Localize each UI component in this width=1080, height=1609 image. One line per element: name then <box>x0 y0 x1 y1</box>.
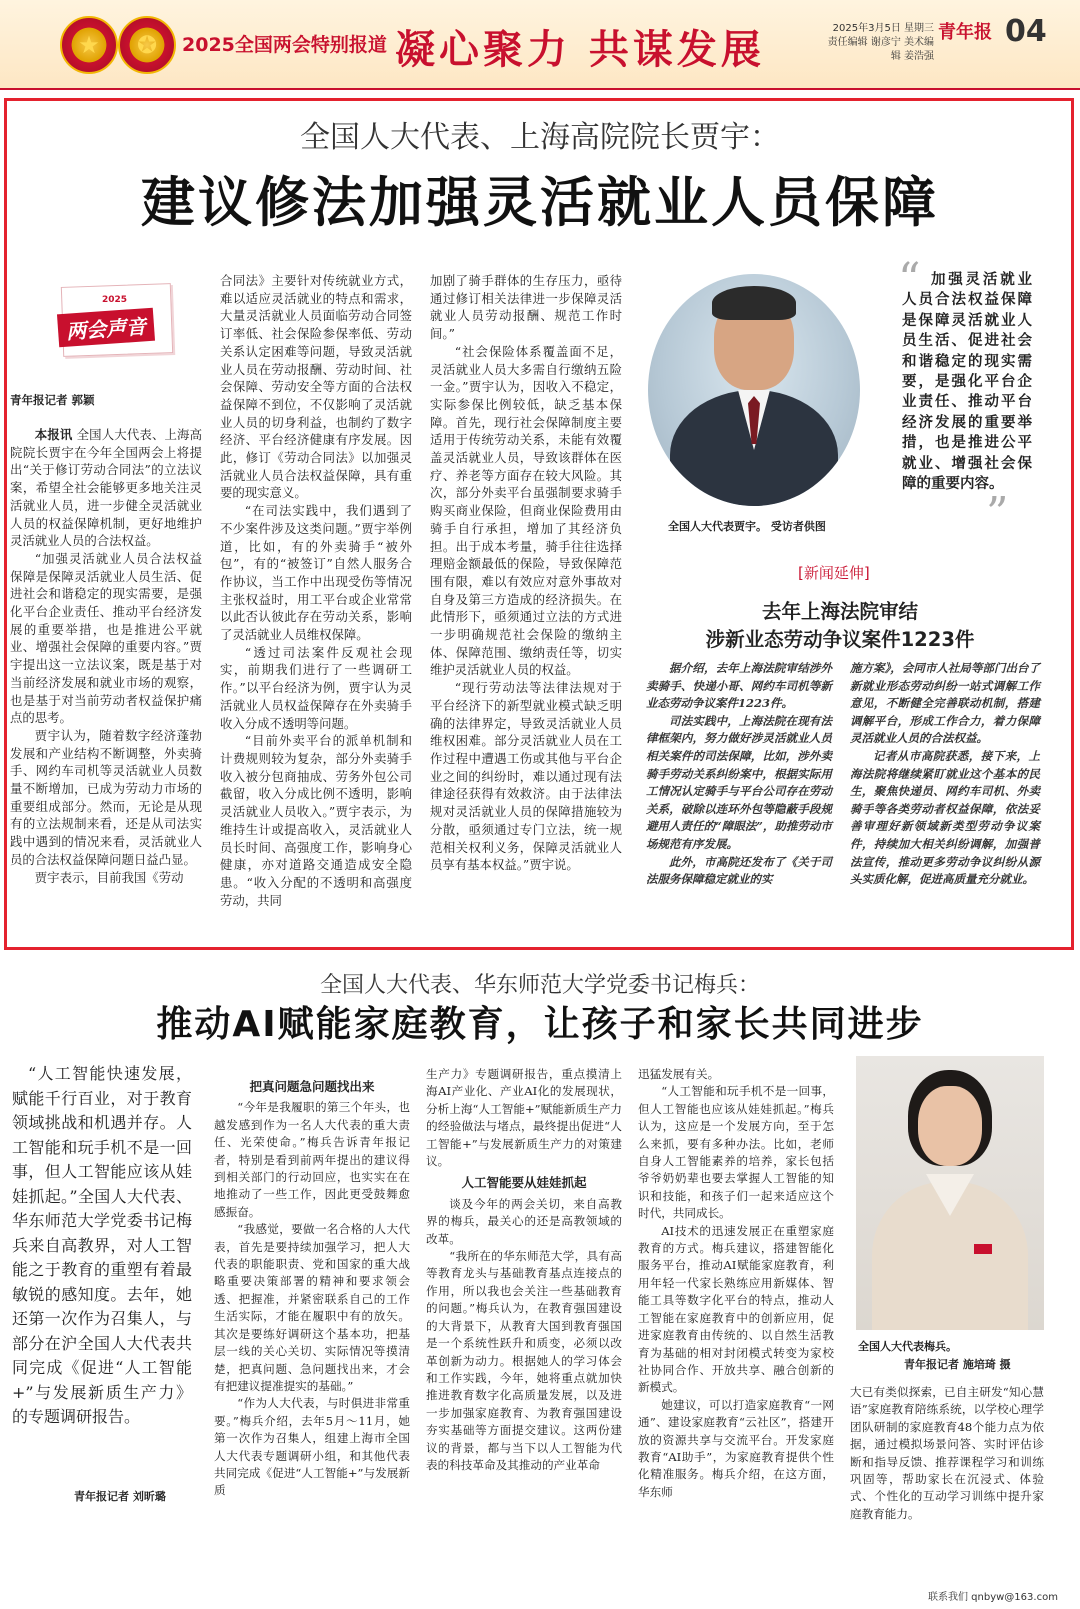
article-2-column-4 <box>850 1384 1044 1523</box>
news-extension-title-line-2: 涉新业态劳动争议案件1223件 <box>705 628 975 651</box>
article-2-intro <box>12 1062 192 1430</box>
paragraph: “我所在的华东师范大学，具有高等教育龙头与基础教育基点连接点的作用，所以我也会关注一些基础教育的问题。”梅兵认为，在教育强国建设的大背景下，从教育大国到教育强国是一个系统性跃升和质变，必须以改革创新为动力。根据她人的学习体会和工作实践，今年，她将重点就加快推进教育数字化高质量发展，以及进一步加强家庭教育、为教育强国建设夯实基础等方面提交建议。这两份建议的背景，都与当下以人工智能为代表的科技革命及其推动的产业革命 <box>426 1249 622 1472</box>
article-1-headline: 建议修法加强灵活就业人员保障 <box>141 171 939 234</box>
article-1-byline: 青年报记者 郭颖 <box>10 393 95 407</box>
paragraph: 记者从市高院获悉，接下来，上海法院将继续紧盯就业这个基本的民生，聚焦快递员、网约车司机、外卖骑手等各类劳动者权益保障，依法妥善审理好新领域新类型劳动争议案件，持续加大相关纠纷调解，加强普法宣传，推动更多劳动争议纠纷从源头实质化解，促进高质量充分就业。 <box>850 748 1040 887</box>
article-1-column-1 <box>10 426 202 886</box>
portrait-jia-yu <box>648 274 860 506</box>
special-report-tag: 2025全国两会特别报道 <box>182 34 387 56</box>
quote-close-icon: ” <box>986 488 1009 539</box>
article-2-column-3 <box>638 1066 834 1501</box>
article-1-lead-paragraph <box>10 426 202 550</box>
paragraph: “作为人大代表，与时俱进非常重要。”梅兵介绍，去年5月～11月，她第一次作为召集人，组建上海市全国人大代表专题调研小组，和其他代表共同完成《促进“人工智能+”与发展新质 <box>214 1396 410 1498</box>
paragraph: 据介绍，去年上海法院审结涉外卖骑手、快递小哥、网约车司机等新业态劳动争议案件1223件。 <box>646 661 832 711</box>
page-number: 04 <box>1005 14 1047 49</box>
issue-info <box>822 22 934 64</box>
national-emblem-icon: ★ <box>60 16 118 74</box>
lead-text: 全国人大代表、上海高院院长贾宇在今年全国两会上将提出“关于修订劳动合同法”的立法议案，希望全社会能够更多地关注灵活就业人员，进一步健全灵活就业人员的权益保障机制，更好地维护灵活就业人员的合法权益。 <box>10 427 203 549</box>
paragraph: 迅猛发展有关。 <box>638 1067 720 1081</box>
page-header-banner <box>0 0 1080 90</box>
issue-date: 2025年3月5日 星期三 <box>832 23 934 34</box>
paragraph: “透过司法案件反观社会现实，前期我们进行了一些调研工作。”以平台经济为例，贾宇认为灵活就业人员权益保障存在外卖骑手收入分成不透明等问题。 <box>220 644 412 731</box>
paragraph: 贾宇表示，目前我国《劳动 <box>34 869 184 885</box>
lead-label: 本报讯 <box>34 427 73 442</box>
pull-quote: 加强灵活就业人员合法权益保障是保障灵活就业人员生活、促进社会和谐稳定的现实需要，是强化平台企业责任、推动平台经济发展的重要举措，也是推进公平就业、增强社会保障的重要内容。 <box>902 271 1032 493</box>
paragraph: 大已有类似探索，已自主研发“知心慧语”家庭教育陪练系统，以学校心理学团队研制的家庭教育48个能力点为依据，通过模拟场景问答、实时评估诊断和指导反馈、推荐课程学习和训练巩固等，帮助家长在沉浸式、体验式、个性化的互动学习训练中提升家庭教育能力。 <box>850 1385 1044 1521</box>
article-2-column-2 <box>426 1066 622 1474</box>
paragraph: 贾宇认为，随着数字经济蓬勃发展和产业结构不断调整，外卖骑手、网约车司机等灵活就业人员数量不断增加，已成为劳动力市场的重要组成部分。然而，无论是从现有的立法规制来看，还是从司法实践中遇到的情况来看，灵活就业人员的合法权益保障问题日益凸显。 <box>10 727 202 867</box>
paragraph: “加强灵活就业人员合法权益保障是保障灵活就业人员生活、促进社会和谐稳定的现实需要，是强化平台企业责任、推动平台经济发展的重要举措，也是推进公平就业、增强社会保障的重要内容。”贾宇提出这一立法议案，既是基于对当前经济发展和就业市场的观察，也是基于对当前劳动者权益保护痛点的思考。 <box>10 550 202 726</box>
paragraph: 合同法》主要针对传统就业方式，难以适应灵活就业的特点和需求，大量灵活就业人员面临劳动合同签订率低、社会保险参保率低、劳动关系认定困难等问题，导致灵活就业人员在劳动报酬、劳动时间、社会保障、劳动安全等方面的合法权益保障不到位，不仅影响了灵活就业人员的切身利益，也制约了数字经济、平台经济健康有序发展。因此，修订《劳动合同法》以加强灵活就业人员合法权益保障，具有重要的现实意义。 <box>220 273 412 501</box>
paragraph: “目前外卖平台的派单机制和计费规则较为复杂，部分外卖骑手收入被分包商抽成、劳务外包公司截留，收入分成比例不透明，影响灵活就业人员收入。”贾宇表示，为维持生计或提高收入，灵活就业人员长时间、高强度工作，影响身心健康，亦对道路交通造成安全隐患。“收入分配的不透明和高强度劳动，共同 <box>220 733 412 908</box>
paragraph: 她建议，可以打造家庭教育“一网通”、建设家庭教育“云社区”，搭建开放的资源共享与交流平台。开发家庭教育“AI助手”，为家庭教育提供个性化精准服务。梅兵介绍，在这方面，华东师 <box>638 1397 834 1499</box>
two-sessions-voice-badge <box>44 285 184 357</box>
article-1-column-2 <box>220 272 412 909</box>
paragraph: 生产力》专题调研报告，重点摸清上海AI产业化、产业AI化的发展现状，分析上海“人工智能+”赋能新质生产力的经验做法与堵点，最终提出促进“人工智能+”与发展新质生产力的对策建议。 <box>426 1067 622 1169</box>
paragraph: 谈及今年的两会关切，来自高教界的梅兵，最关心的还是高教领域的改革。 <box>426 1196 622 1246</box>
badge-year: 2025 <box>102 295 128 305</box>
photo-caption: 全国人大代表梅兵。 <box>858 1340 957 1353</box>
badge-text: 两会声音 <box>57 308 155 348</box>
news-extension-column-1 <box>646 660 832 889</box>
article-2-column-1 <box>214 1074 410 1500</box>
article-2-byline: 青年报记者 刘昕璐 <box>74 1490 166 1503</box>
subheading: 把真问题急问题找出来 <box>249 1079 375 1094</box>
banner-slogan: 凝心聚力 共谋发展 <box>395 27 765 73</box>
issue-editors: 责任编辑 谢彦宁 美术编辑 姜浩强 <box>827 37 934 62</box>
subheading: 人工智能要从娃娃抓起 <box>461 1175 587 1191</box>
article-1-column-3 <box>430 272 622 874</box>
article-2-headline: 推动AI赋能家庭教育，让孩子和家长共同进步 <box>156 1004 924 1045</box>
paragraph: “人工智能和玩手机不是一回事，但人工智能也应该从娃娃抓起。”梅兵认为，这应是一个发展方向，至于怎么来抓，要有多种办法。比如，老师自身人工智能素养的培养，家长包括爷爷奶奶辈也要去掌握人工智能的知识和技能，和孩子们一起来适应这个时代，共同成长。 <box>638 1084 834 1221</box>
photo-credit: 青年报记者 施培琦 摄 <box>904 1358 1011 1371</box>
paragraph: 此外，市高院还发布了《关于司法服务保障稳定就业的实 <box>646 854 832 887</box>
quote-open-icon: “ <box>898 254 921 305</box>
portrait-mei-bing <box>856 1056 1044 1330</box>
article-1-kicker: 全国人大代表、上海高院院长贾宇： <box>300 120 780 155</box>
paragraph: 司法实践中，上海法院在现有法律框架内，努力做好涉灵活就业人员相关案件的司法保障，比如，涉外卖骑手劳动关系纠纷案中，根据实际用工情况认定骑手与平台公司存在劳动关系，破除以连环外包等隐蔽手段规避用人责任的“障眼法”，助推劳动市场规范有序发展。 <box>646 713 832 851</box>
newspaper-logo: 青年报 <box>938 22 992 43</box>
paragraph: “现行劳动法等法律法规对于平台经济下的新型就业模式缺乏明确的法律界定，导致灵活就业人员维权困难。部分灵活就业人员在工作过程中遭遇工伤或其他与平台企业之间的纠纷时，难以通过现有法律途径获得有效救济。由于法律法规对灵活就业人员的保障措施较为分散，亟须通过专门立法，统一规范相关权利义务，保障灵活就业人员享有基本权益。”贾宇说。 <box>430 680 622 873</box>
footer-contact: 联系我们 qnbyw@163.com <box>928 1592 1058 1603</box>
article-2-kicker: 全国人大代表、华东师范大学党委书记梅兵： <box>319 973 760 998</box>
paragraph: “社会保险体系覆盖面不足，灵活就业人员大多需自行缴纳五险一金。”贾宇认为，因收入不稳定，实际参保比例较低，缺乏基本保障。首先，现行社会保障制度主要适用于传统劳动关系，未能有效覆盖灵活就业人员，导致该群体在医疗、养老等方面存在较大风险。其次，部分外卖平台虽强制要求骑手购买商业保险，但商业保险费用由骑手自行承担，增加了其经济负担。出于成本考量，骑手往往选择理赔金额最低的保险，导致保障范围有限，难以有效应对意外事故对自身及第三方造成的经济损失。在此情形下，亟须通过立法的方式进一步明确规范社会保险的缴纳主体、保障范围、缴纳责任等，切实维护灵活就业人员的权益。 <box>430 343 622 678</box>
paragraph: AI技术的迅速发展正在重塑家庭教育的方式。梅兵建议，搭建智能化服务平台，推动AI赋能家庭教育，利用年轻一代家长熟练应用新媒体、智能工具等数字化平台的特点，推动人工智能在家庭教育中的创新应用，促进家庭教育由传统的、以自然生活教育为基础的相对封闭模式转变为家校社协同合作、开放共享、融合创新的新模式。 <box>638 1223 834 1395</box>
paragraph: “今年是我履职的第三个年头，也越发感到作为一名人大代表的重大责任、光荣使命。”梅兵告诉青年报记者，特别是看到前两年提出的建议得到相关部门的行动回应，也实实在在地推动了一些工作，因此更受鼓舞愈感振奋。 <box>214 1100 410 1219</box>
news-extension-column-2 <box>850 660 1040 889</box>
paragraph: “在司法实践中，我们遇到了不少案件涉及这类问题。”贾宇举例道，比如，有的外卖骑手“被外包”，有的“被签订”自然人服务合作协议，当工作中出现受伤等情况主张权益时，用工平台或企业常常以此否认彼此存在劳动关系，影响了灵活就业人员维权保障。 <box>220 503 412 643</box>
photo-caption: 全国人大代表贾宇。 受访者供图 <box>668 520 826 533</box>
intro-paragraph: “人工智能快速发展，赋能千行百业，对于教育领域挑战和机遇并存。人工智能和玩手机不是一回事，但人工智能应该从娃娃抓起。”全国人大代表、华东师范大学党委书记梅兵来自高教界，对人工智能之于教育的重塑有着最敏锐的感知度。去年，她还第一次作为召集人，与部分在沪全国人大代表共同完成《促进“人工智能+”与发展新质生产力》的专题调研报告。 <box>12 1064 192 1426</box>
paragraph: 加剧了骑手群体的生存压力，亟待通过修订相关法律进一步保障灵活就业人员劳动报酬、规范工作时间。” <box>430 273 622 342</box>
news-extension-title-line-1: 去年上海法院审结 <box>761 600 918 623</box>
paragraph: “我感觉，要做一名合格的人大代表，首先是要持续加强学习，把人大代表的职能职责、党和国家的重大战略重要决策部署的精神和要求领会透、把握准，并紧密联系自己的工作生活实际，才能在履职中有的放矢。其次是要练好调研这个基本功，把基层一线的关心关切、实际情况等摸清楚，把真问题、急问题找出来，才会有把建议提准提实的基础。” <box>214 1222 410 1393</box>
paragraph: 施方案》，会同市人社局等部门出台了新就业形态劳动纠纷一站式调解工作意见，不断健全完善联动机制，搭建调解平台，形成工作合力，着力保障灵活就业人员的合法权益。 <box>850 661 1040 746</box>
cppcc-emblem-icon: ✪ <box>118 16 176 74</box>
news-extension-tag: [新闻延伸] <box>798 564 870 582</box>
